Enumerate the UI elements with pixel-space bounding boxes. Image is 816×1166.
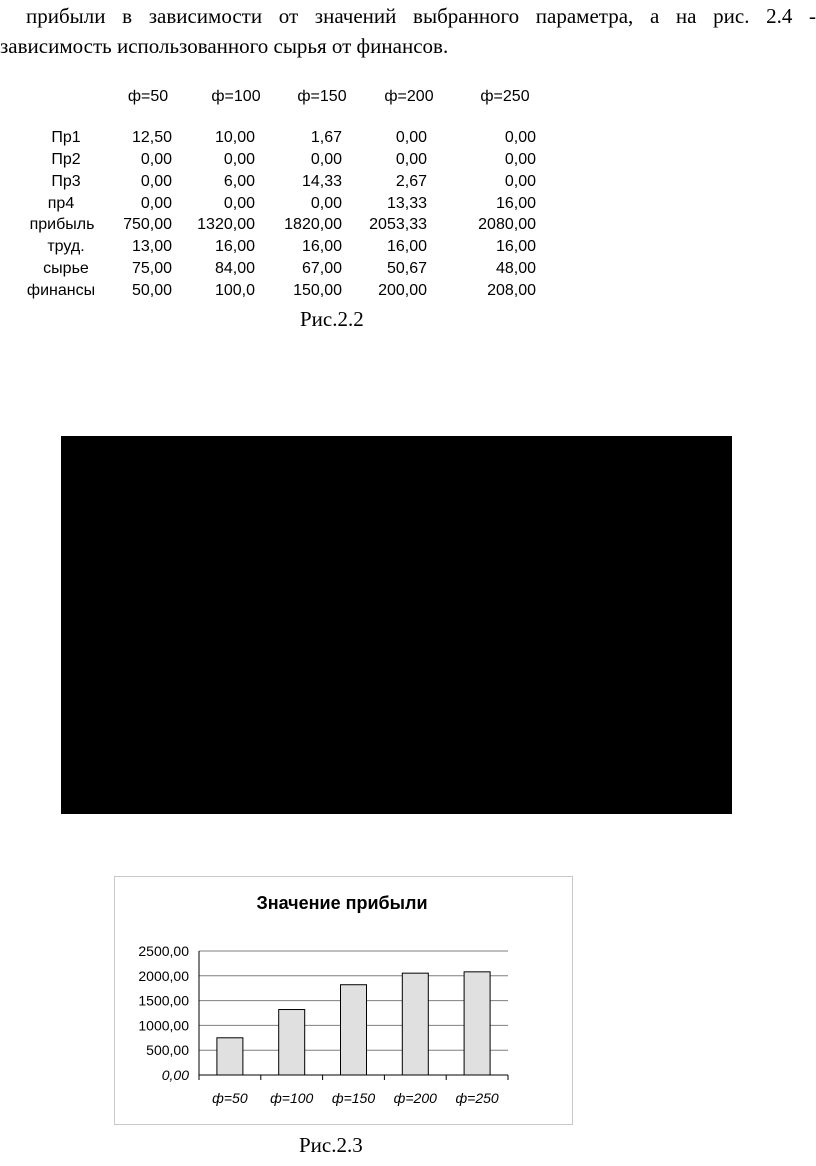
table-cell: 16,00 (301, 238, 342, 255)
x-tick-label: ф=50 (212, 1090, 248, 1106)
table-cell: 12,50 (131, 129, 172, 146)
chart-x-ticks (212, 1090, 499, 1106)
x-tick-label: ф=150 (331, 1090, 376, 1106)
table-cell: 200,00 (378, 282, 427, 299)
table-cell: 84,00 (214, 260, 255, 277)
table-cell: 67,00 (301, 260, 342, 277)
row-label: Пр1 (51, 129, 81, 146)
table-cell: 0,00 (223, 151, 255, 168)
table-cell: 750,00 (123, 216, 172, 233)
bar-2 (341, 985, 367, 1075)
table-cell: 6,00 (223, 173, 255, 190)
table-cell: 1,67 (310, 129, 342, 146)
table-cell: 0,00 (504, 173, 536, 190)
table-cell: 10,00 (214, 129, 255, 146)
table-cell: 0,00 (504, 151, 536, 168)
bar-1 (279, 1010, 305, 1075)
row-label: Пр2 (51, 151, 81, 168)
table-cell: 14,33 (301, 173, 342, 190)
table-cell: 0,00 (310, 151, 342, 168)
row-label: сырье (43, 260, 89, 277)
table-cell: 2080,00 (478, 216, 536, 233)
table-cell: 1320,00 (197, 216, 255, 233)
table-cell: 16,00 (495, 238, 536, 255)
table-cell: 50,67 (386, 260, 427, 277)
table-cell: 1820,00 (284, 216, 342, 233)
table-cell: 100,0 (214, 282, 255, 299)
table-cell: 2053,33 (369, 216, 427, 233)
table-cell: 2,67 (395, 173, 427, 190)
col-header: ф=50 (127, 88, 169, 105)
table-cell: 75,00 (131, 260, 172, 277)
y-tick-label: 2000,00 (138, 967, 189, 984)
bar-4 (464, 972, 490, 1075)
y-tick-label: 1500,00 (138, 992, 189, 1009)
table-cell: 16,00 (214, 238, 255, 255)
table-cell: 0,00 (504, 129, 536, 146)
y-tick-label: 2500,00 (138, 943, 189, 959)
table-cell: 13,00 (131, 238, 172, 255)
table-cell: 16,00 (386, 238, 427, 255)
figure-caption-2-2: Рис.2.2 (300, 307, 364, 331)
x-tick-label: ф=200 (393, 1090, 437, 1106)
intro-line-2: зависимость использованного сырья от финансов. (0, 34, 449, 58)
chart-y-ticks (138, 943, 189, 1083)
row-label: Пр3 (51, 173, 81, 190)
table-cell: 208,00 (487, 282, 536, 299)
table-cell: 0,00 (310, 195, 342, 212)
bar-0 (217, 1038, 243, 1075)
y-tick-label: 0,00 (161, 1067, 189, 1083)
table-cell: 0,00 (395, 151, 427, 168)
bar-3 (402, 973, 428, 1075)
table-cell: 48,00 (495, 260, 536, 277)
table-cell: 0,00 (140, 151, 172, 168)
table-cell: 50,00 (131, 282, 172, 299)
table-cell: 16,00 (495, 195, 536, 212)
row-label: прибыль (29, 216, 95, 233)
x-tick-label: ф=250 (455, 1090, 499, 1106)
y-tick-label: 500,00 (146, 1042, 189, 1059)
table-cell: 150,00 (293, 282, 342, 299)
table-cell: 13,33 (386, 195, 427, 212)
profit-chart (114, 876, 573, 1125)
col-header: ф=100 (211, 88, 261, 105)
black-figure-image (61, 436, 732, 814)
row-label: финансы (26, 282, 96, 299)
y-tick-label: 1000,00 (138, 1017, 189, 1034)
table-cell: 0,00 (395, 129, 427, 146)
table-cell: 0,00 (140, 195, 172, 212)
x-tick-label: ф=100 (270, 1090, 314, 1106)
table-cell: 0,00 (140, 173, 172, 190)
col-header: ф=250 (480, 88, 530, 105)
row-label: труд. (47, 238, 85, 255)
profit-chart-svg (115, 877, 574, 1126)
chart-title: Значение прибыли (256, 893, 428, 913)
chart-bars (217, 972, 490, 1075)
intro-line-1: прибыли в зависимости от значений выбранного параметра, а на рис. 2.4 - (26, 4, 816, 28)
row-label: пр4 (47, 195, 75, 212)
col-header: ф=150 (297, 88, 347, 105)
table-cell: 0,00 (223, 195, 255, 212)
figure-caption-2-3: Рис.2.3 (299, 1133, 363, 1157)
col-header: ф=200 (384, 88, 434, 105)
